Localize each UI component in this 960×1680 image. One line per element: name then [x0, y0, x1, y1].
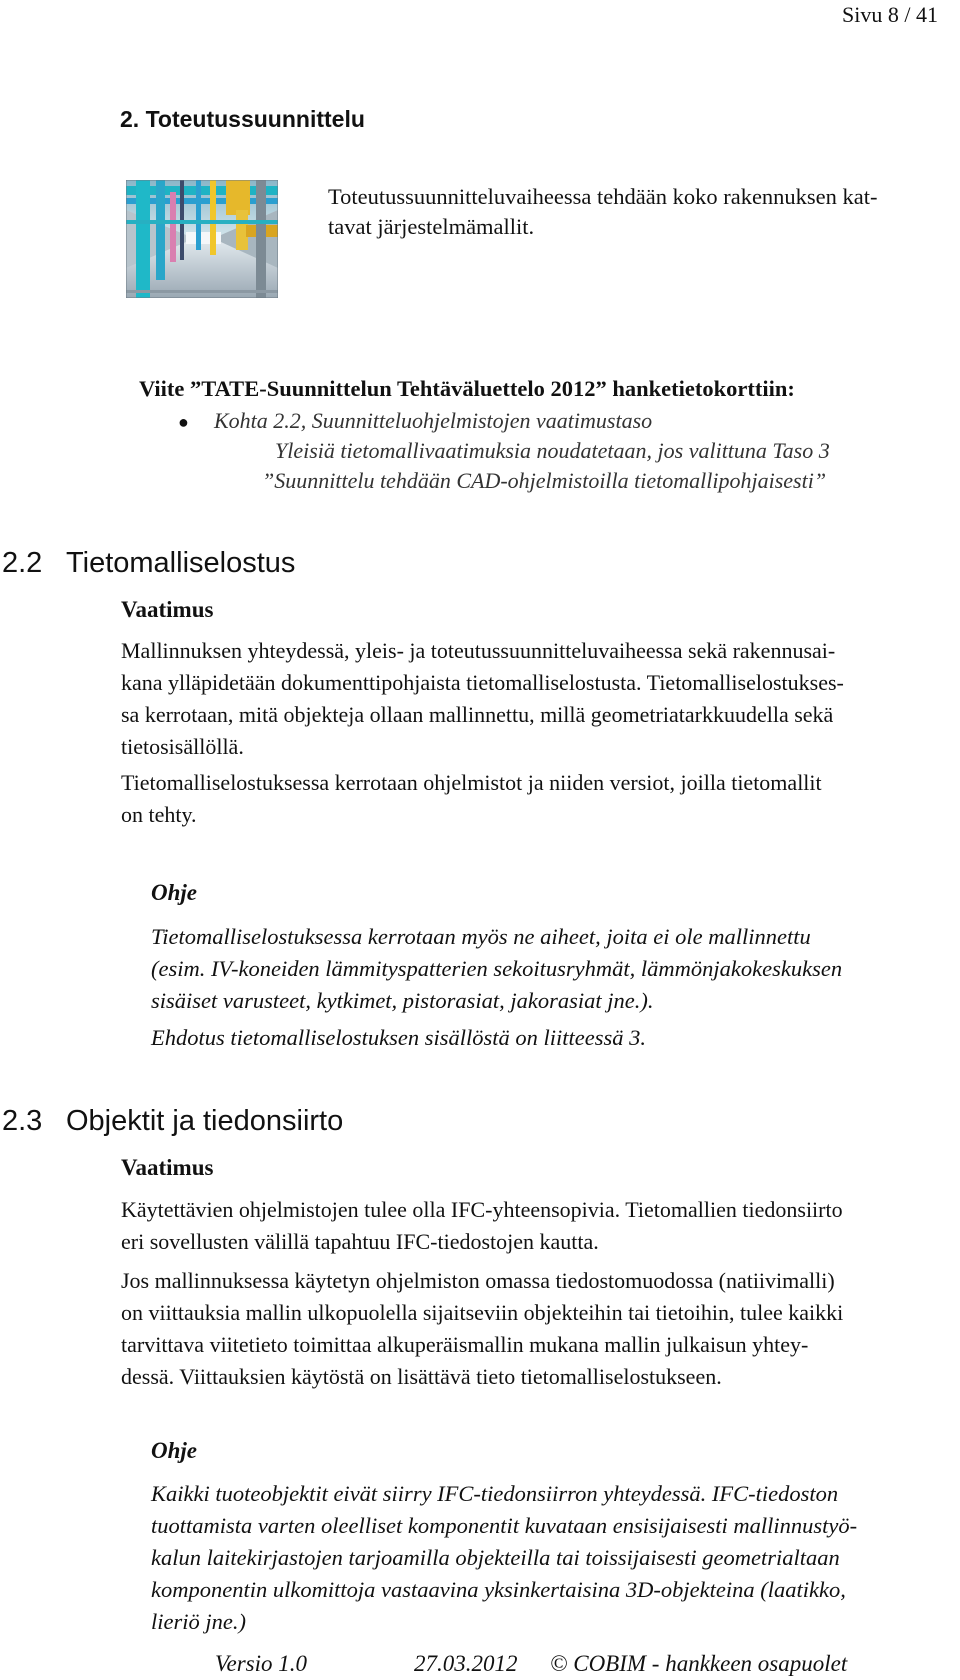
text-line: kana ylläpidetään dokumenttipohjaista tietomalliselostusta. Tietomalliselostukses-: [121, 670, 844, 695]
section-title: Objektit ja tiedonsiirto: [66, 1105, 344, 1137]
section-heading-2-3: [2, 1105, 343, 1138]
section22-paragraph: [121, 635, 941, 763]
text-line: lieriö jne.): [151, 1609, 246, 1634]
text-line: on tehty.: [121, 802, 197, 827]
section2-intro-line: Toteutussuunnitteluvaiheessa tehdään koko rakennuksen kat-: [328, 184, 878, 209]
section22-paragraph: [121, 767, 941, 831]
text-line: tarvittava viitetieto toimittaa alkuperäismallin mukana mallin julkaisun yhtey-: [121, 1332, 809, 1357]
text-line: Käytettävien ohjelmistojen tulee olla IFC-yhteensopivia. Tietomallien tiedonsiirto: [121, 1197, 843, 1222]
text-line: tuottamista varten oleelliset komponentit kuvataan ensisijaisesti mallinnustyö-: [151, 1513, 858, 1538]
section2-intro: [328, 182, 928, 242]
footer-date: 27.03.2012: [414, 1651, 518, 1676]
section-heading-2-2: [2, 547, 295, 580]
ohje-paragraph: [151, 1478, 951, 1638]
bullet-icon: ●: [178, 412, 189, 432]
text-line: Kaikki tuoteobjektit eivät siirry IFC-tiedonsiirron yhteydessä. IFC-tiedoston: [151, 1481, 839, 1506]
text-line: sisäiset varusteet, kytkimet, pistorasiat, jakorasiat jne.).: [151, 988, 654, 1013]
viite-line: Kohta 2.2, Suunnitteluohjelmistojen vaatimustaso: [214, 408, 653, 433]
bim-pipe-model-svg: [126, 180, 278, 298]
page-number: Sivu 8 / 41: [842, 2, 938, 27]
text-line: Mallinnuksen yhteydessä, yleis- ja toteutussuunnitteluvaiheessa sekä rakennusai-: [121, 638, 836, 663]
text-line: komponentin ulkomittoja vastaavina yksinkertaisina 3D-objekteina (laatikko,: [151, 1577, 846, 1602]
text-line: dessä. Viittauksien käytöstä on lisättävä tieto tietomalliselostukseen.: [121, 1364, 722, 1389]
section-title: Tietomalliselostus: [66, 547, 296, 579]
text-line: Tietomalliselostuksessa kerrotaan ohjelmistot ja niiden versiot, joilla tietomallit: [121, 770, 822, 795]
section23-paragraph: [121, 1194, 951, 1258]
footer-copyright: © COBIM - hankkeen osapuolet: [550, 1651, 848, 1676]
ohje-note: Ehdotus tietomalliselostuksen sisällöstä on liitteessä 3.: [151, 1025, 646, 1050]
viite-line: Yleisiä tietomallivaatimuksia noudatetaan, jos valittuna Taso 3: [275, 438, 830, 463]
text-line: eri sovellusten välillä tapahtuu IFC-tiedostojen kautta.: [121, 1229, 599, 1254]
section-heading-toteutussuunnittelu: 2. Toteutussuunnittelu: [120, 106, 365, 132]
viite-title: Viite ”TATE-Suunnittelun Tehtäväluettelo 2012” hanketietokorttiin:: [139, 376, 795, 401]
text-line: tietosisällöllä.: [121, 734, 244, 759]
ohje-paragraph: [151, 921, 941, 1017]
viite-line: ”Suunnittelu tehdään CAD-ohjelmistoilla tietomallipohjaisesti”: [262, 468, 827, 493]
section-number: 2.2: [2, 547, 43, 579]
text-line: kalun laitekirjastojen tarjoamilla objekteilla tai toissijaisesti geometrialtaan: [151, 1545, 840, 1570]
bim-pipe-model-image: [126, 180, 278, 298]
ohje-label: Ohje: [151, 1438, 197, 1463]
vaatimus-label: Vaatimus: [121, 1155, 214, 1180]
ohje-label: Ohje: [151, 880, 197, 905]
text-line: Tietomalliselostuksessa kerrotaan myös ne aiheet, joita ei ole mallinnettu: [151, 924, 811, 949]
text-line: (esim. IV-koneiden lämmityspatterien sekoitusryhmät, lämmönjakokeskuksen: [151, 956, 843, 981]
section2-intro-line: tavat järjestelmämallit.: [328, 214, 535, 239]
text-line: on viittauksia mallin ulkopuolella sijaitseviin objekteihin tai tietoihin, tulee kaikki: [121, 1300, 844, 1325]
text-line: Jos mallinnuksessa käytetyn ohjelmiston omassa tiedostomuodossa (natiivimalli): [121, 1268, 835, 1293]
footer-version: Versio 1.0: [215, 1651, 307, 1676]
section23-paragraph: [121, 1265, 951, 1393]
vaatimus-label: Vaatimus: [121, 597, 214, 622]
section-number: 2.3: [2, 1105, 43, 1137]
text-line: sa kerrotaan, mitä objekteja ollaan mallinnettu, millä geometriatarkkuudella sekä: [121, 702, 834, 727]
